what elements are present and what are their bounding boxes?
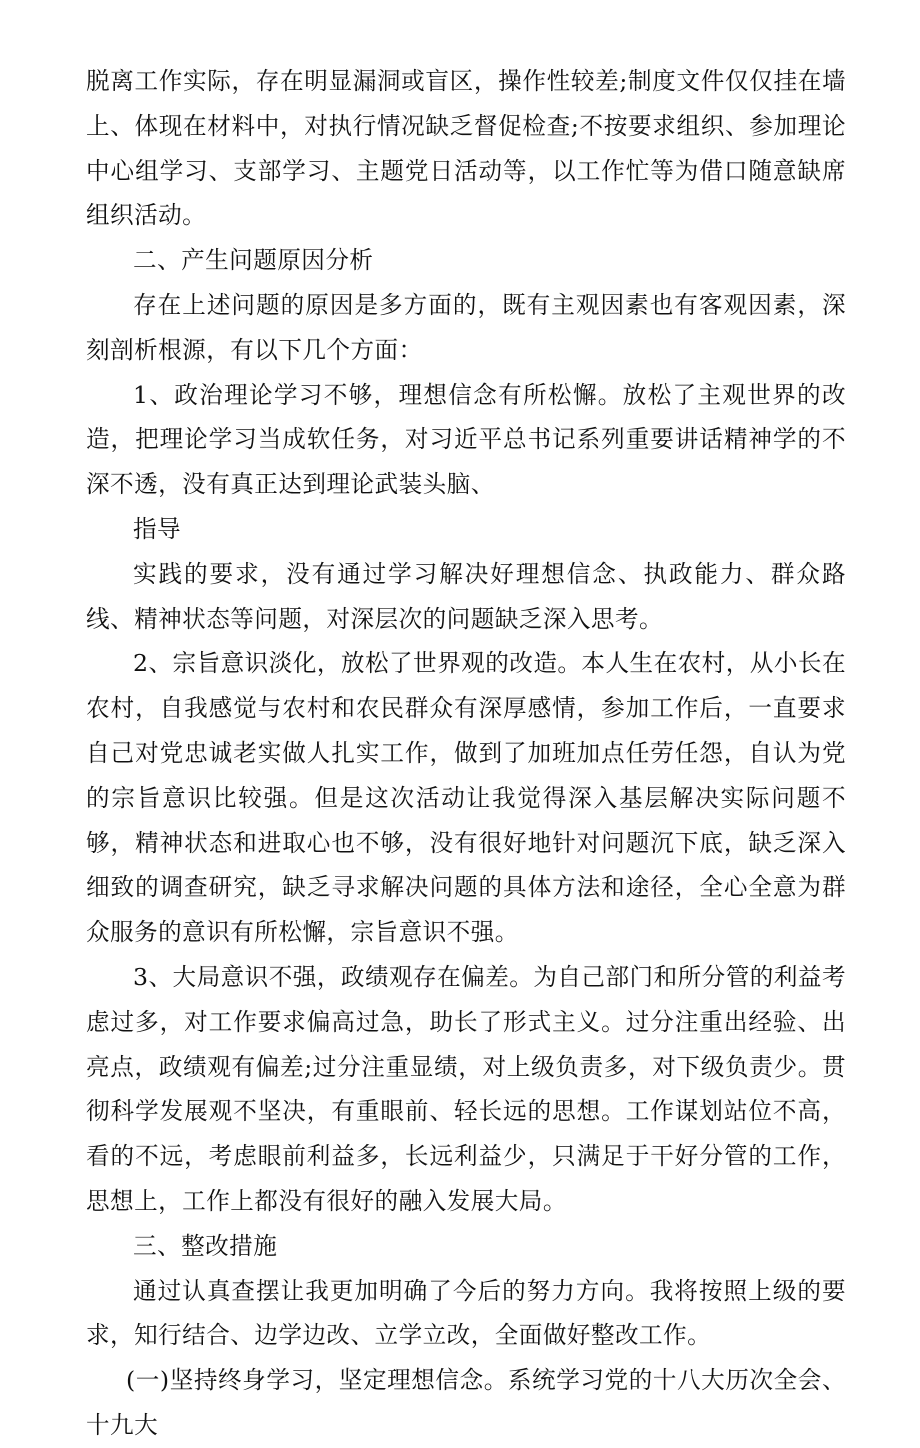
paragraph-measure-1: (一)坚持终身学习，坚定理想信念。系统学习党的十八大历次全会、十九大 bbox=[86, 1366, 846, 1439]
section-heading-cause-analysis: 二、产生问题原因分析 bbox=[133, 246, 374, 275]
paragraph-cause-1: 1、政治理论学习不够，理想信念有所松懈。放松了主观世界的改造，把理论学习当成软任务，对习近平总书记系列重要讲话精神学的不深不透，没有真正达到理论武装头脑、 bbox=[86, 380, 846, 499]
document-page bbox=[86, 59, 846, 1448]
paragraph-cause-intro: 存在上述问题的原因是多方面的，既有主观因素也有客观因素，深刻剖析根源，有以下几个方面： bbox=[86, 290, 846, 364]
paragraph-rectification-intro: 通过认真查摆让我更加明确了今后的努力方向。我将按照上级的要求，知行结合、边学边改、立学立改，全面做好整改工作。 bbox=[86, 1276, 846, 1350]
paragraph-cause-3: 3、大局意识不强，政绩观存在偏差。为自己部门和所分管的利益考虑过多，对工作要求偏高过急，助长了形式主义。过分注重出经验、出亮点，政绩观有偏差;过分注重显绩，对上级负责多，对下级负责少。贯彻科学发展观不坚决，有重眼前、轻长远的思想。工作谋划站位不高，看的不远，考虑眼前利益多，长远利益少，只满足于干好分管的工作，思想上，工作上都没有很好的融入发展大局。 bbox=[86, 962, 846, 1215]
paragraph-cause-1-continued: 实践的要求，没有通过学习解决好理想信念、执政能力、群众路线、精神状态等问题，对深层次的问题缺乏深入思考。 bbox=[86, 559, 846, 633]
paragraph-cause-2: 2、宗旨意识淡化，放松了世界观的改造。本人生在农村，从小长在农村，自我感觉与农村和农民群众有深厚感情，参加工作后，一直要求自己对党忠诚老实做人扎实工作，做到了加班加点任劳任怨，自认为党的宗旨意识比较强。但是这次活动让我觉得深入基层解决实际问题不够，精神状态和进取心也不够，没有很好地针对问题沉下底，缺乏深入细致的调查研究，缺乏寻求解决问题的具体方法和途径，全心全意为群众服务的意识有所松懈，宗旨意识不强。 bbox=[86, 649, 846, 947]
paragraph-continuation: 脱离工作实际，存在明显漏洞或盲区，操作性较差;制度文件仅仅挂在墙上、体现在材料中，对执行情况缺乏督促检查;不按要求组织、参加理论中心组学习、支部学习、主题党日活动等，以工作忙等为借口随意缺席组织活动。 bbox=[86, 67, 846, 230]
section-heading-rectification: 三、整改措施 bbox=[133, 1231, 278, 1260]
paragraph-fragment: 指导 bbox=[133, 514, 182, 543]
